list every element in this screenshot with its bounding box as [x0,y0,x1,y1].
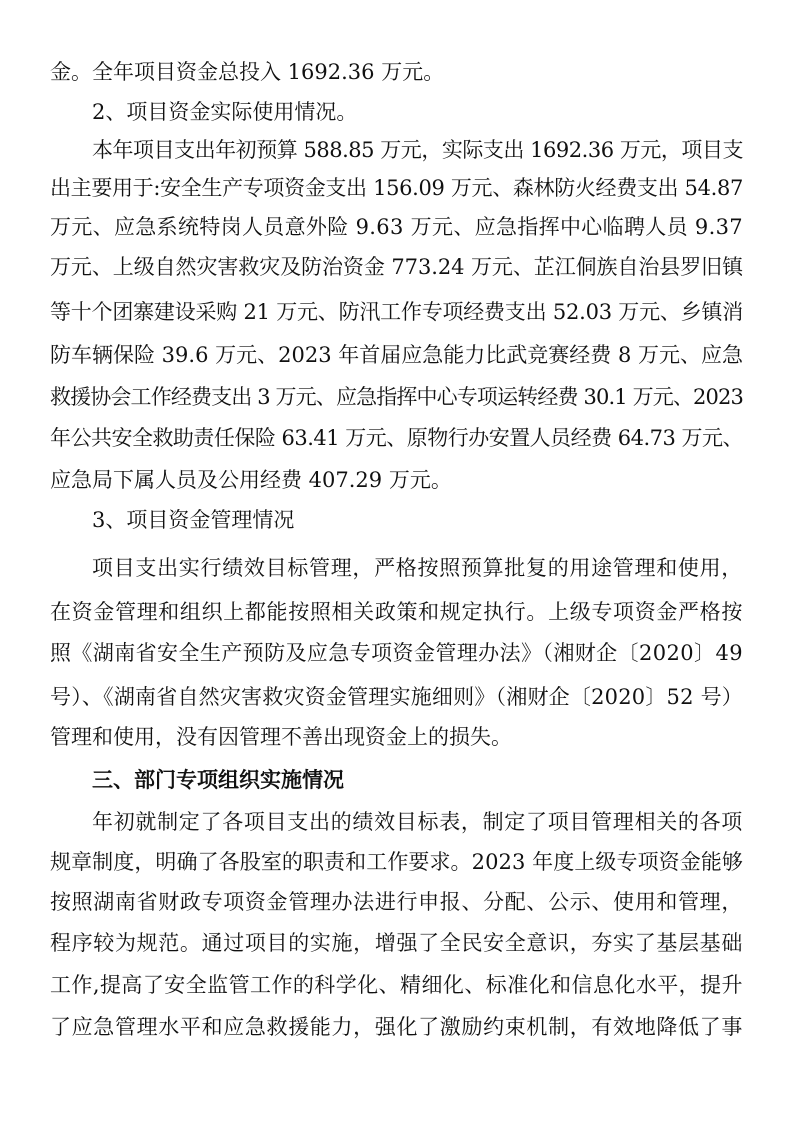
text-line: 项目支出实行绩效目标管理，严格按照预算批复的用途管理和使用， [92,556,743,580]
subsection-heading: 2、项目资金实际使用情况。 [92,100,358,124]
text-line: 工作,提高了安全监管工作的科学化、精细化、标准化和信息化水平，提升 [50,973,743,997]
text-line: 救援协会工作经费支出 3 万元、应急指挥中心专项运转经费 30.1 万元、2023 [50,385,743,409]
text-line: 防车辆保险 39.6 万元、2023 年首届应急能力比武竞赛经费 8 万元、应急 [50,343,743,367]
text-line: 照《湖南省安全生产预防及应急专项资金管理办法》（湘财企〔2020〕49 [50,641,743,665]
text-line: 金。全年项目资金总投入 1692.36 万元。 [50,60,445,84]
text-line: 规章制度，明确了各股室的职责和工作要求。2023 年度上级专项资金能够 [50,850,743,874]
text-line: 程序较为规范。通过项目的实施，增强了全民安全意识，夯实了基层基础 [50,931,743,955]
text-line: 了应急管理水平和应急救援能力，强化了激励约束机制，有效地降低了事 [50,1015,743,1039]
subsection-heading: 3、项目资金管理情况 [92,508,295,532]
text-line: 本年项目支出年初预算 588.85 万元，实际支出 1692.36 万元，项目支 [92,138,743,162]
text-line: 年初就制定了各项目支出的绩效目标表，制定了项目管理相关的各项 [92,810,743,834]
text-line: 出主要用于:安全生产专项资金支出 156.09 万元、森林防火经费支出 54.87 [50,176,743,200]
text-line: 管理和使用，没有因管理不善出现资金上的损失。 [50,725,512,749]
text-line: 按照湖南省财政专项资金管理办法进行申报、分配、公示、使用和管理， [50,890,743,914]
text-line: 万元、应急系统特岗人员意外险 9.63 万元、应急指挥中心临聘人员 9.37 [50,215,743,239]
section-heading: 三、部门专项组织实施情况 [92,767,344,792]
text-line: 号）、《湖南省自然灾害救灾资金管理实施细则》（湘财企〔2020〕52 号） [50,685,743,709]
text-line: 等十个团寨建设采购 21 万元、防汛工作专项经费支出 52.03 万元、乡镇消 [50,300,743,324]
text-line: 年公共安全救助责任保险 63.41 万元、原物行办安置人员经费 64.73 万元、 [50,426,743,450]
text-line: 万元、上级自然灾害救灾及防治资金 773.24 万元、芷江侗族自治县罗旧镇 [50,255,743,279]
text-line: 应急局下属人员及公用经费 407.29 万元。 [50,468,452,492]
text-line: 在资金管理和组织上都能按照相关政策和规定执行。上级专项资金严格按 [50,600,743,624]
